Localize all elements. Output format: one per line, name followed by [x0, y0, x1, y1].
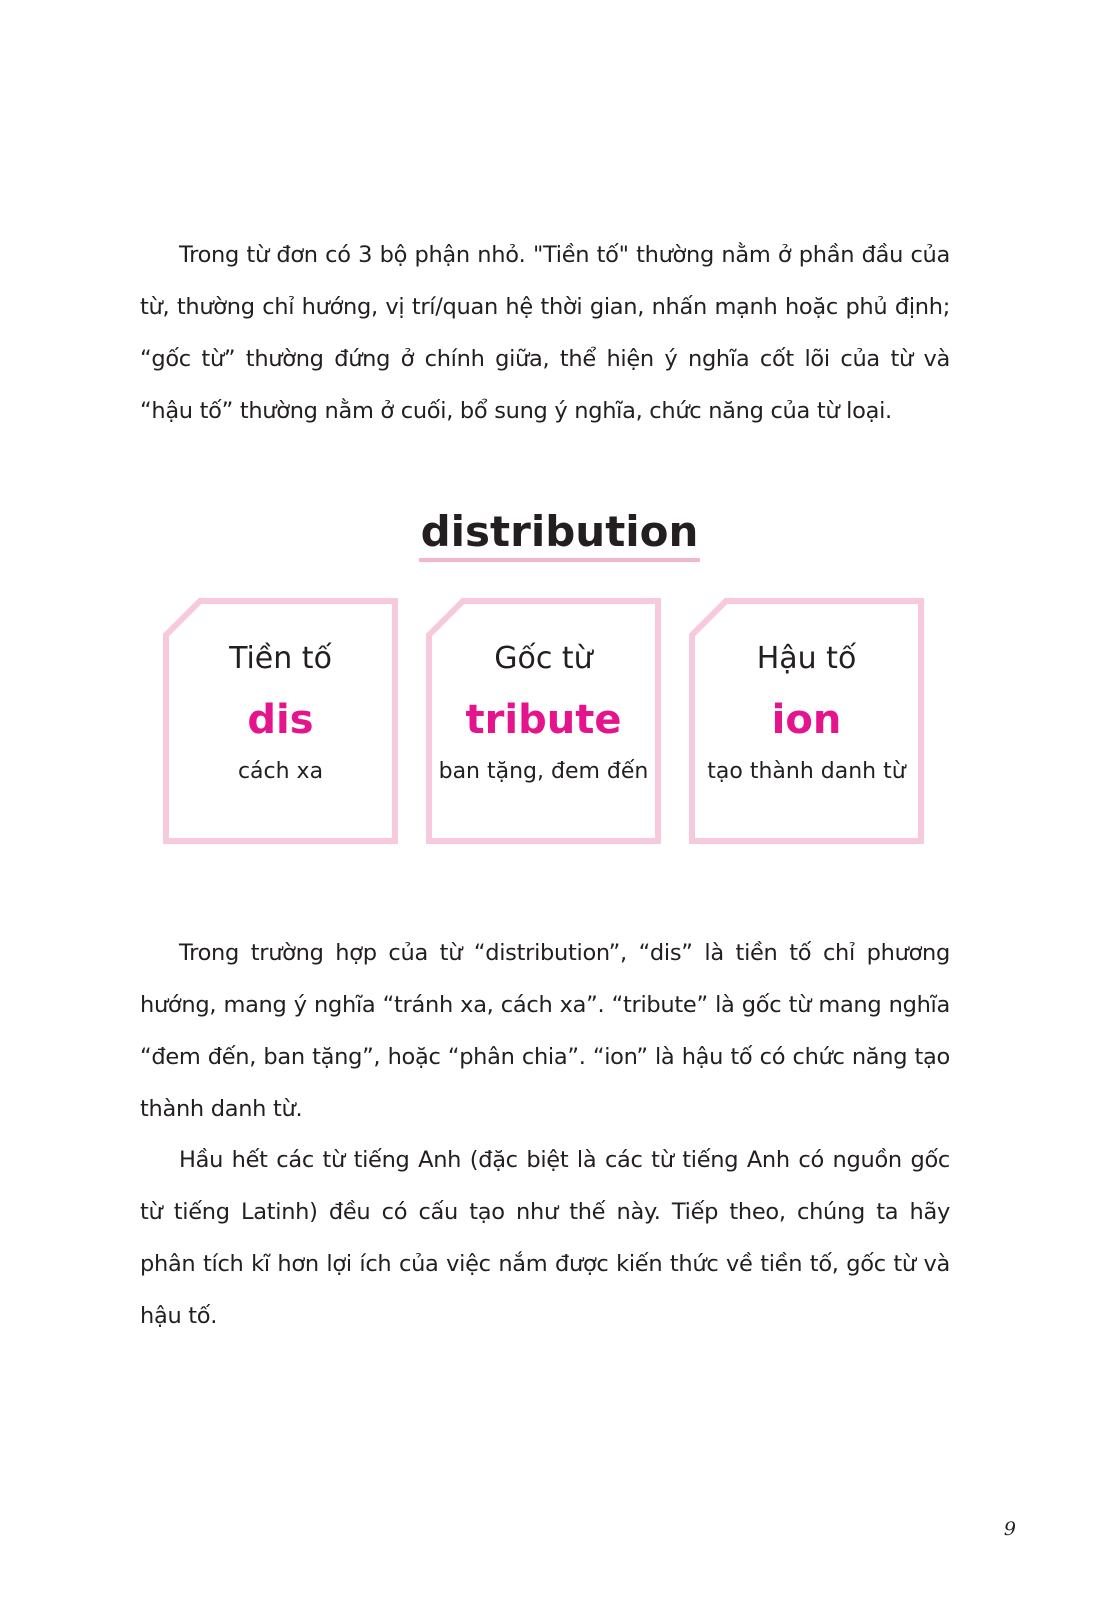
prefix-meaning: cách xa [237, 759, 324, 784]
intro-paragraph: Trong từ đơn có 3 bộ phận nhỏ. "Tiền tố" thường nằm ở phần đầu của từ, thường chỉ hướng, vị trí/quan hệ thời gian, nhấn mạnh hoặc phủ định; “gốc từ” thường đứng ở chính giữa, thể hiện ý nghĩa cốt lõi của từ và “hậu tố” thường nằm ở cuối, bổ sung ý nghĩa, chức năng của từ loại. [140, 242, 950, 424]
prefix-label: Tiền tố [229, 641, 332, 676]
example-word-heading: distribution [419, 506, 701, 562]
suffix-part: ion [771, 697, 842, 743]
heading-wrapper [0, 506, 1119, 562]
conclusion-paragraph: Hầu hết các từ tiếng Anh (đặc biệt là các từ tiếng Anh có nguồn gốc từ tiếng Latinh) đều có cấu tạo như thế này. Tiếp theo, chúng ta hãy phân tích kĩ hơn lợi ích của việc nắm được kiến thức về tiền tố, gốc từ và hậu tố. [140, 1147, 950, 1329]
suffix-label: Hậu tố [756, 641, 857, 676]
prefix-card [162, 597, 399, 845]
suffix-card [688, 597, 925, 845]
root-label: Gốc từ [494, 641, 593, 676]
page-number: 9 [1003, 1518, 1016, 1540]
explanation-paragraph: Trong trường hợp của từ “distribution”, “dis” là tiền tố chỉ phương hướng, mang ý nghĩa “tránh xa, cách xa”. “tribute” là gốc từ mang nghĩa “đem đến, ban tặng”, hoặc “phân chia”. “ion” là hậu tố có chức năng tạo thành danh từ. [140, 940, 950, 1122]
prefix-part: dis [247, 697, 314, 743]
root-card [425, 597, 662, 845]
root-part: tribute [465, 697, 622, 743]
root-meaning: ban tặng, đem đến [438, 759, 649, 784]
suffix-meaning: tạo thành danh từ [707, 759, 906, 784]
